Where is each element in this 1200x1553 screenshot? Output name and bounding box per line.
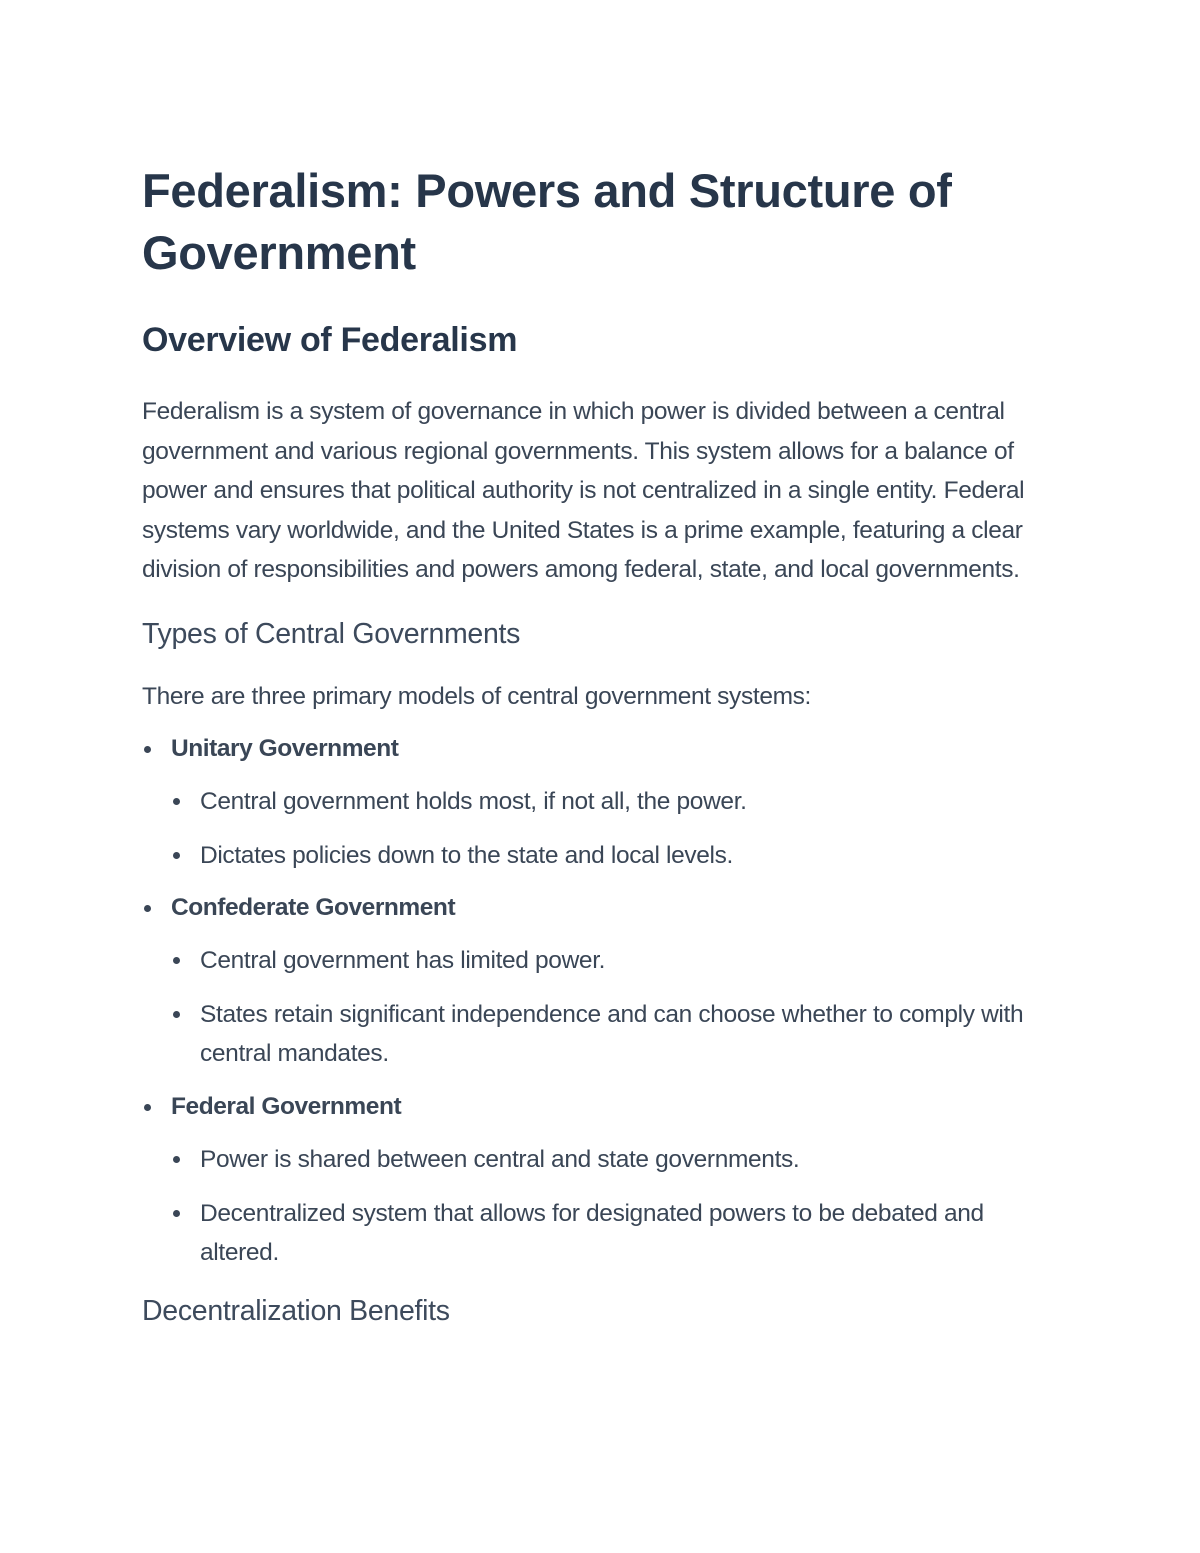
sub-list-item: [171, 836, 1062, 876]
section-heading-decentralization: Decentralization Benefits: [142, 1294, 450, 1327]
sub-list-item-text: States retain significant independence and can choose whether to comply with central mandates.: [200, 1000, 1024, 1068]
bullet-icon: [173, 1156, 180, 1163]
section-heading-types: Types of Central Governments: [142, 617, 521, 650]
bullet-icon: [144, 905, 151, 912]
list-item-federal: [142, 1088, 1062, 1273]
government-types-list: [142, 730, 1062, 1273]
document-title: Federalism: Powers and Structure of Government: [142, 164, 952, 279]
sub-list: [171, 941, 1062, 1074]
bullet-icon: [173, 852, 180, 859]
bullet-icon: [144, 746, 151, 753]
list-item-title: Unitary Government: [171, 734, 399, 762]
list-item-confederate: [142, 889, 1062, 1074]
list-item-title: Federal Government: [171, 1092, 402, 1120]
sub-list-item: [171, 995, 1062, 1074]
overview-paragraph: Federalism is a system of governance in which power is divided between a central government and various regional governments. This system allows for a balance of power and ensures that political authority is not centralized in a single entity. Federal systems vary worldwide, and the United States is a prime example, featuring a clear division of responsibilities and powers among federal, state, and local governments.: [142, 398, 1025, 584]
bullet-icon: [173, 798, 180, 805]
types-intro: There are three primary models of central government systems:: [142, 682, 812, 710]
sub-list-item-text: Dictates policies down to the state and local levels.: [200, 841, 733, 869]
bullet-icon: [144, 1104, 151, 1111]
sub-list: [171, 782, 1062, 875]
sub-list-item: [171, 1194, 1062, 1273]
sub-list-item: [171, 1140, 1062, 1180]
sub-list-item-text: Power is shared between central and state governments.: [200, 1145, 800, 1173]
list-item-title: Confederate Government: [171, 894, 456, 922]
section-heading-overview: Overview of Federalism: [142, 321, 518, 359]
sub-list: [171, 1140, 1062, 1273]
document-page: [142, 160, 1062, 1331]
sub-list-item: [171, 941, 1062, 981]
sub-list-item-text: Decentralized system that allows for designated powers to be debated and altered.: [200, 1199, 984, 1267]
bullet-icon: [173, 1210, 180, 1217]
bullet-icon: [173, 957, 180, 964]
sub-list-item: [171, 782, 1062, 822]
bullet-icon: [173, 1011, 180, 1018]
list-item-unitary: [142, 730, 1062, 875]
sub-list-item-text: Central government holds most, if not all, the power.: [200, 787, 747, 815]
sub-list-item-text: Central government has limited power.: [200, 947, 606, 975]
